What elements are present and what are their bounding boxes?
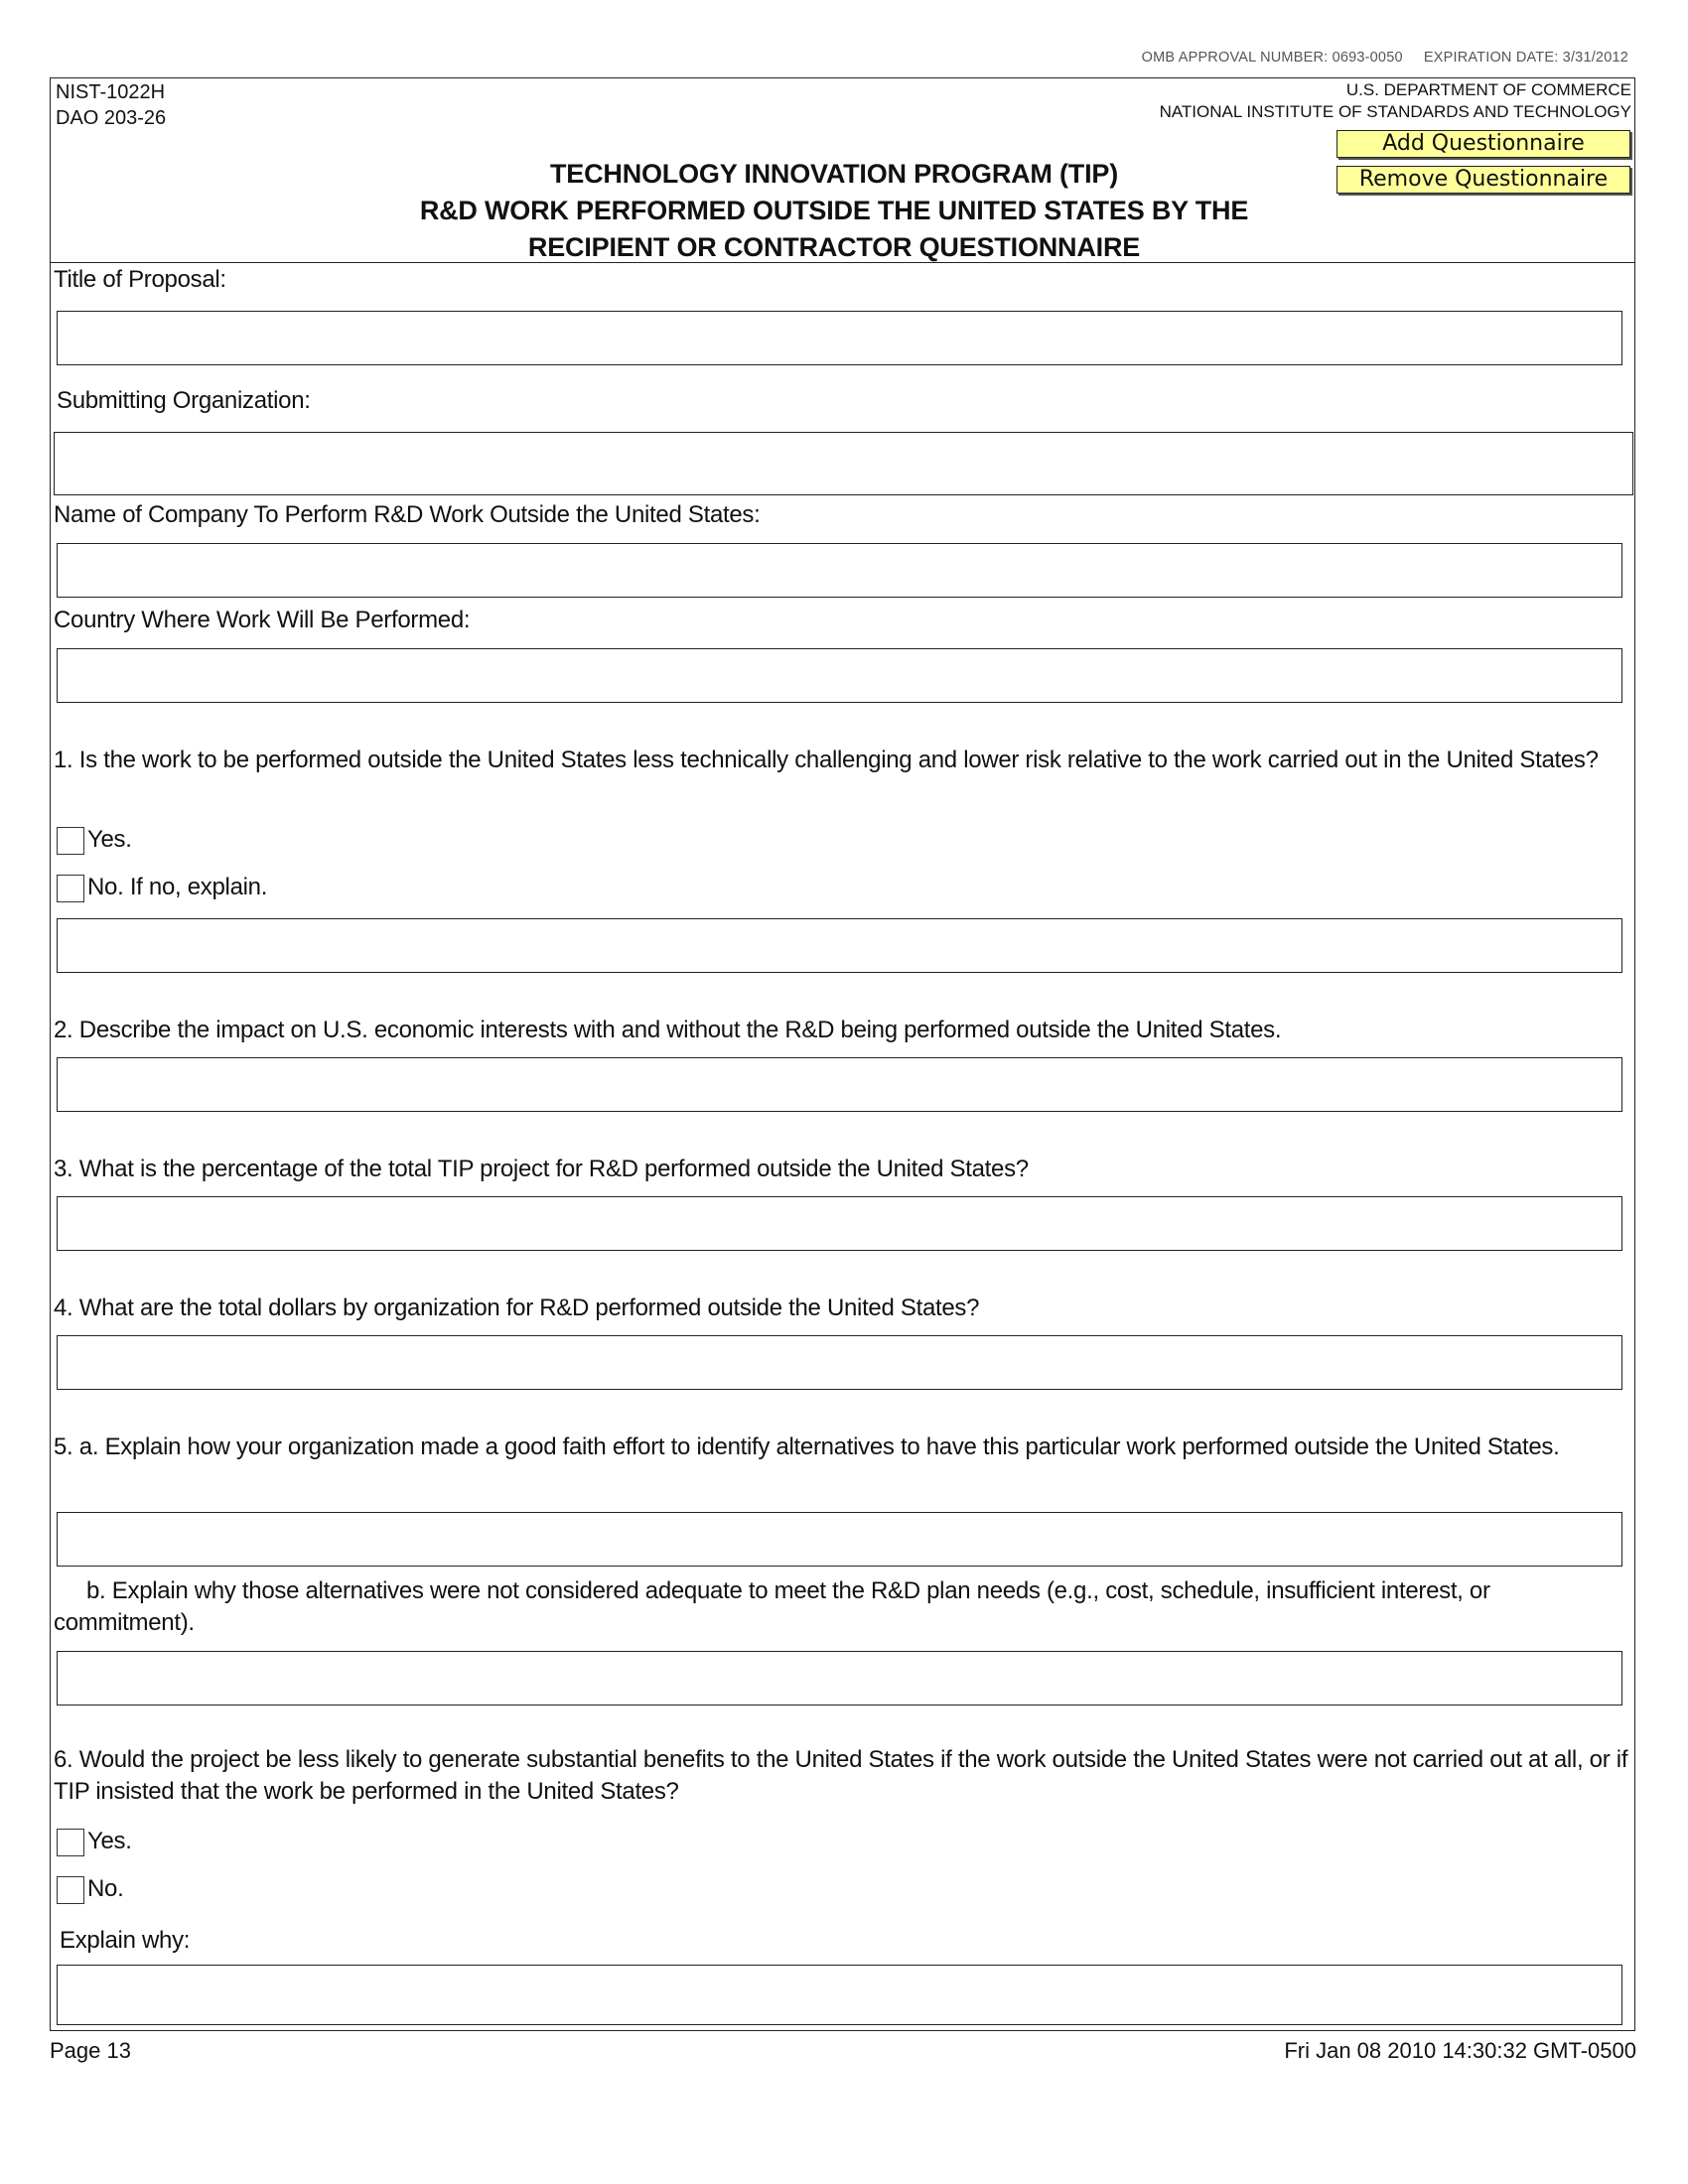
q6-yes-checkbox[interactable] [57, 1829, 84, 1856]
form-frame [50, 77, 1635, 2031]
omb-approval-line: OMB APPROVAL NUMBER: 0693-0050 EXPIRATION DATE: 3/31/2012 [1141, 50, 1628, 66]
print-timestamp: Fri Jan 08 2010 14:30:32 GMT-0500 [1284, 2038, 1636, 2063]
page-number: Page 13 [50, 2038, 131, 2063]
question-5a-text: 5. a. Explain how your organization made a good faith effort to identify alternatives to have this particular work performed outside the United States. [54, 1433, 1560, 1460]
q1-no-checkbox[interactable] [57, 875, 84, 902]
department-name: U.S. DEPARTMENT OF COMMERCE [1345, 80, 1631, 99]
question-2-text: 2. Describe the impact on U.S. economic interests with and without the R&D being performed outside the United States. [54, 1017, 1282, 1043]
title-line-3: RECIPIENT OR CONTRACTOR QUESTIONNAIRE [527, 232, 1141, 262]
question-5b-text: b. Explain why those alternatives were not considered adequate to meet the R&D plan needs (e.g., cost, schedule, insufficient interest, or commitment). [54, 1577, 1490, 1636]
q6-explain-field[interactable] [57, 1965, 1622, 2025]
title-line-1: TECHNOLOGY INNOVATION PROGRAM (TIP) [550, 159, 1118, 189]
question-3-text: 3. What is the percentage of the total TIP project for R&D performed outside the United States? [54, 1156, 1029, 1182]
page-title [338, 156, 1331, 266]
question-1-text: 1. Is the work to be performed outside the United States less technically challenging and lower risk relative to the work carried out in the United States? [54, 747, 1599, 773]
title-line-2: R&D WORK PERFORMED OUTSIDE THE UNITED STATES BY THE [419, 196, 1249, 225]
submitting-organization-label: Submitting Organization: [57, 387, 311, 414]
add-questionnaire-button[interactable]: Add Questionnaire [1336, 130, 1630, 158]
agency-block [1160, 79, 1631, 123]
country-label: Country Where Work Will Be Performed: [54, 607, 471, 633]
q5b-field[interactable] [57, 1651, 1622, 1706]
q6-no-checkbox[interactable] [57, 1876, 84, 1904]
title-of-proposal-field[interactable] [57, 311, 1622, 365]
dao-number: DAO 203-26 [56, 107, 167, 129]
company-name-field[interactable] [57, 543, 1622, 598]
title-of-proposal-label: Title of Proposal: [54, 266, 226, 293]
q2-field[interactable] [57, 1057, 1622, 1112]
remove-questionnaire-button[interactable]: Remove Questionnaire [1336, 166, 1630, 194]
submitting-organization-field[interactable] [54, 432, 1633, 495]
q5a-field[interactable] [57, 1512, 1622, 1567]
q6-explain-label: Explain why: [60, 1927, 191, 1954]
question-4-text: 4. What are the total dollars by organization for R&D performed outside the United States? [54, 1295, 980, 1321]
form-number: NIST-1022H [56, 81, 166, 103]
form-identifier [56, 79, 166, 131]
q6-yes-label: Yes. [87, 1828, 132, 1854]
institute-name: NATIONAL INSTITUTE OF STANDARDS AND TECHNOLOGY [1159, 102, 1631, 121]
q1-explain-field[interactable] [57, 918, 1622, 973]
q1-no-label: No. If no, explain. [87, 874, 268, 900]
company-name-label: Name of Company To Perform R&D Work Outside the United States: [54, 501, 761, 528]
q1-yes-checkbox[interactable] [57, 827, 84, 855]
country-field[interactable] [57, 648, 1622, 703]
q4-field[interactable] [57, 1335, 1622, 1390]
q6-no-label: No. [87, 1875, 124, 1902]
question-6-text: 6. Would the project be less likely to generate substantial benefits to the United States if the work outside the United States were not carried out at all, or if TIP insisted that the work be performed in the United States? [54, 1746, 1628, 1805]
q3-field[interactable] [57, 1196, 1622, 1251]
q1-yes-label: Yes. [87, 826, 132, 853]
